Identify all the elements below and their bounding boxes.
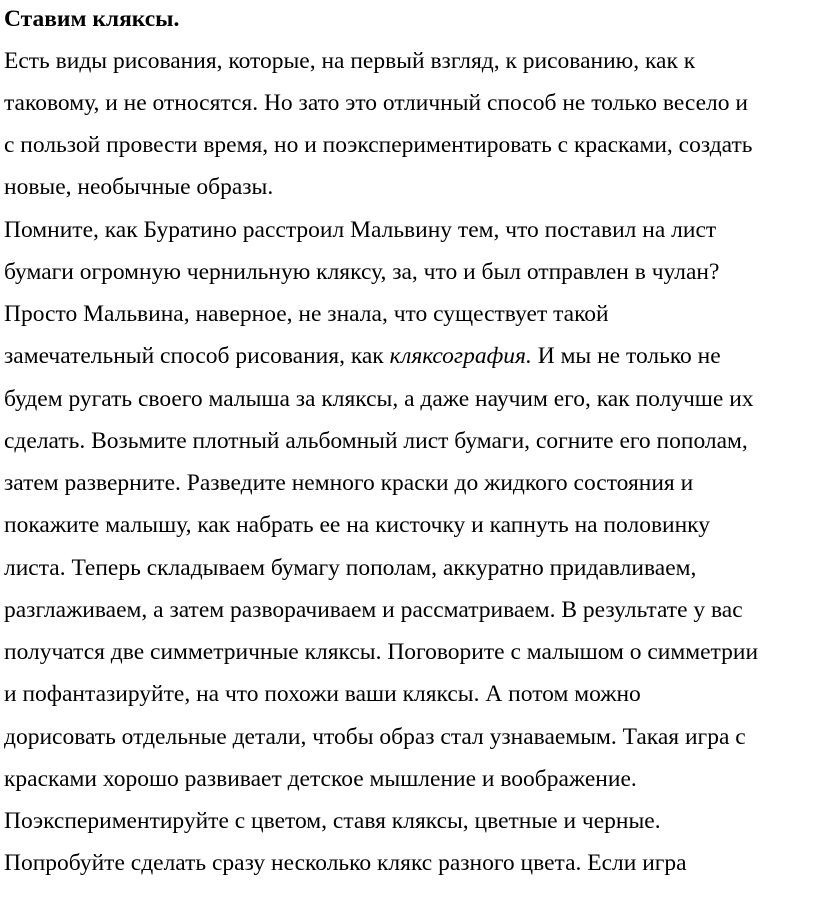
paragraph-line-7: Просто Мальвина, наверное, не знала, что существует такой bbox=[4, 301, 609, 327]
paragraph-line-4: новые, необычные образы. bbox=[4, 174, 274, 200]
line-8-start: замечательный способ рисования, как bbox=[4, 343, 390, 369]
emphasized-term: кляксография. bbox=[389, 343, 532, 369]
line-8-end: И мы не только не bbox=[531, 343, 721, 369]
paragraph-line-3: с пользой провести время, но и поэкспериментировать с красками, создать bbox=[4, 132, 753, 158]
paragraph-line-8 bbox=[4, 341, 721, 371]
paragraph-line-13: листа. Теперь складываем бумагу пополам, аккуратно придавливаем, bbox=[4, 555, 697, 581]
paragraph-line-5: Помните, как Буратино расстроил Мальвину тем, что поставил на лист bbox=[4, 217, 717, 243]
document-title: Ставим кляксы. bbox=[4, 6, 180, 32]
paragraph-line-14: разглаживаем, а затем разворачиваем и рассматриваем. В результате у вас bbox=[4, 597, 743, 623]
paragraph-line-12: покажите малышу, как набрать ее на кисточку и капнуть на половинку bbox=[4, 512, 711, 538]
paragraph-line-18: красками хорошо развивает детское мышление и воображение. bbox=[4, 766, 637, 792]
paragraph-line-6: бумаги огромную чернильную кляксу, за, что и был отправлен в чулан? bbox=[4, 259, 720, 285]
paragraph-line-11: затем разверните. Разведите немного краски до жидкого состояния и bbox=[4, 470, 694, 496]
paragraph-line-17: дорисовать отдельные детали, чтобы образ стал узнаваемым. Такая игра с bbox=[4, 724, 746, 750]
paragraph-line-9: будем ругать своего малыша за кляксы, а даже научим его, как получше их bbox=[4, 386, 754, 412]
paragraph-line-16: и пофантазируйте, на что похожи ваши кляксы. А потом можно bbox=[4, 681, 641, 707]
paragraph-line-15: получатся две симметричные кляксы. Поговорите с малышом о симметрии bbox=[4, 639, 759, 665]
paragraph-line-2: таковому, и не относятся. Но зато это отличный способ не только весело и bbox=[4, 90, 748, 116]
paragraph-line-10: сделать. Возьмите плотный альбомный лист бумаги, согните его пополам, bbox=[4, 428, 748, 454]
paragraph-line-20: Попробуйте сделать сразу несколько клякс разного цвета. Если игра bbox=[4, 850, 687, 876]
paragraph-line-1: Есть виды рисования, которые, на первый взгляд, к рисованию, как к bbox=[4, 48, 696, 74]
paragraph-line-19: Поэкспериментируйте с цветом, ставя кляксы, цветные и черные. bbox=[4, 808, 661, 834]
